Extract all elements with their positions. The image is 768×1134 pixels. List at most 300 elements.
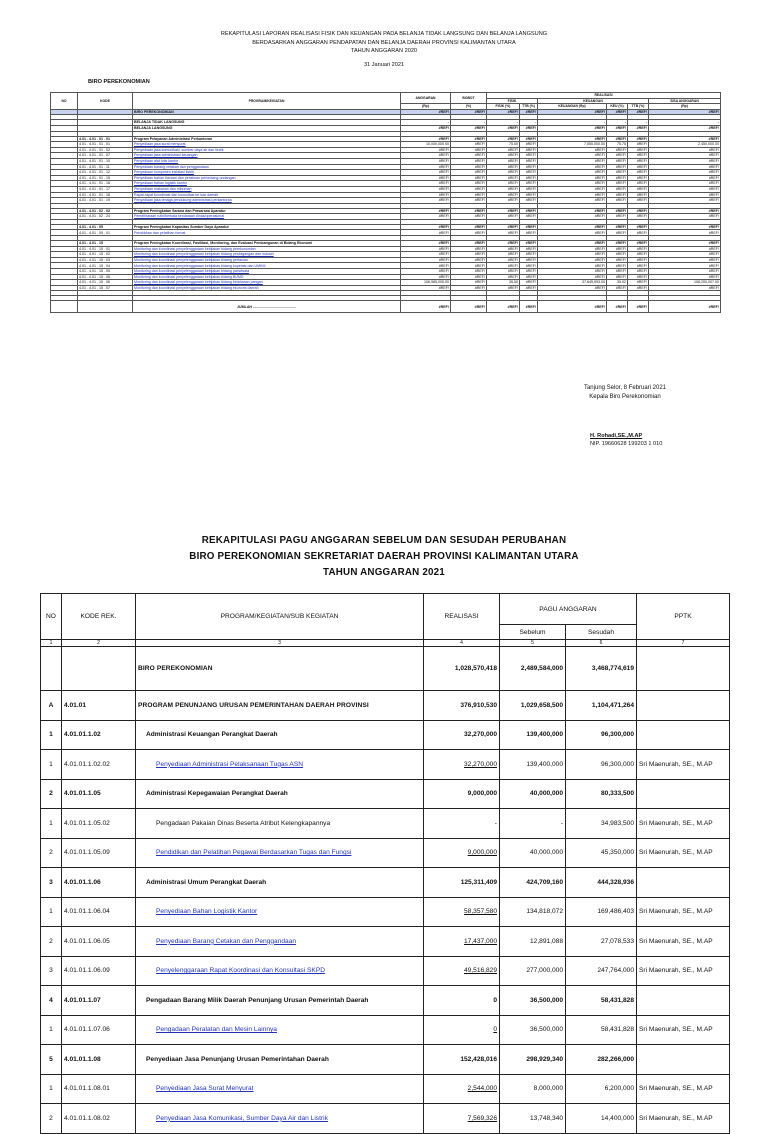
row-no: 2 [41,838,62,868]
row-program: Administrasi Umum Perangkat Daerah [136,868,424,898]
row-kode: 4.01 . 4.01 . 15 . 07 [78,285,133,291]
row-program: Penyediaan bahan logistik kantor [133,181,401,187]
header-sisa: SISA ANGGARAN [649,98,721,104]
row-pptk: Sri Maenurah, SE., M.AP [637,956,730,986]
row-value: #REF! [538,164,607,170]
row-kode: 4.01 . 4.01 . 01 . 01 [78,136,133,142]
row-value: #REF! [607,175,628,181]
row-sebelum: 12,891,088 [500,927,566,957]
row-value: #REF! [487,147,520,153]
row-value: #REF! [487,125,520,131]
row-value: #REF! [649,153,721,159]
row-value: #REF! [628,246,649,252]
row-value: #REF! [628,164,649,170]
row-value: #REF! [401,246,451,252]
row-program: Monitoring dan koordinasi penyelenggaraan kebijakan bidang BUMD [133,274,401,280]
row-pptk: Sri Maenurah, SE., M.AP [637,1015,730,1045]
row-program: Monitoring dan koordinasi penyelenggaraan kebijakan bidang perekonomian [133,246,401,252]
row-value: #REF! [487,274,520,280]
row-value: #REF! [649,198,721,204]
header-pagu: PAGU ANGGARAN [500,594,637,625]
row-kode [62,647,136,691]
row-value: #REF! [628,147,649,153]
row-pptk [637,691,730,721]
row-value: #REF! [649,214,721,220]
row-value: #REF! [607,147,628,153]
header-keu-pct: KEU (%) [607,104,628,110]
row-kode: 4.01 . 4.01 . 15 . 06 [78,280,133,286]
row-value: #REF! [487,269,520,275]
row-no: 2 [41,927,62,957]
row-program: Program Peningkatan Koordinasi, Fasilitasi, Monitoring, dan Evaluasi Pembangunan di Bidang Ekonomi [133,241,401,247]
row-value: #REF! [520,158,538,164]
row-sebelum: 1,029,658,500 [500,691,566,721]
row-sesudah: 96,300,000 [566,720,637,750]
row-value: #REF! [451,170,487,176]
row-value: #REF! [487,208,520,214]
row-value: #REF! [487,153,520,159]
row-value: #REF! [538,175,607,181]
row-no: 1 [41,720,62,750]
row-program: PROGRAM PENUNJANG URUSAN PEMERINTAHAN DAERAH PROVINSI [136,691,424,721]
row-value: #REF! [538,198,607,204]
row-kode: 4.01.01.1.05.02 [62,809,136,839]
table-row [41,779,730,809]
row-value: #REF! [451,142,487,148]
row-value: #REF! [401,158,451,164]
row-value: #REF! [451,164,487,170]
row-value: #REF! [451,241,487,247]
row-realisasi: 58,357,580 [424,897,500,927]
row-program: Penyediaan makanan dan minuman [133,186,401,192]
row-value: #REF! [520,280,538,286]
row-value: #REF! [607,186,628,192]
row-value: #REF! [451,175,487,181]
row-sebelum: 2,489,584,000 [500,647,566,691]
table-row [41,1015,730,1045]
row-sebelum: 277,000,000 [500,956,566,986]
row-program: Monitoring dan koordinasi penyelenggaraan kebijakan bidang pertanian [133,257,401,263]
row-pptk [637,647,730,691]
row-value: #REF! [520,246,538,252]
row-sebelum: 139,400,000 [500,750,566,780]
row-value: 106,985,000.00 [401,280,451,286]
row-kode: 4.01 . 4.01 . 02 . 24 [78,214,133,220]
row-value: #REF! [401,136,451,142]
row-value: #REF! [607,257,628,263]
row-sebelum: 13,748,340 [500,1104,566,1134]
row-value: #REF! [607,158,628,164]
row-realisasi: 7,569,326 [424,1104,500,1134]
row-pptk [637,1045,730,1075]
row-value: #REF! [538,181,607,187]
report1-table [50,92,721,313]
table-row [41,691,730,721]
row-value: #REF! [451,263,487,269]
row-value: #REF! [607,241,628,247]
row-sesudah: 444,328,936 [566,868,637,898]
row-value: #REF! [538,241,607,247]
report1-total-row [51,301,721,313]
row-value: #REF! [520,263,538,269]
row-value: #REF! [649,241,721,247]
row-pptk: Sri Maenurah, SE., M.AP [637,1104,730,1134]
total-value: #REF! [607,301,628,313]
row-no: A [41,691,62,721]
row-value: #REF! [451,147,487,153]
table-row [41,868,730,898]
row-value: #REF! [607,181,628,187]
row-value: #REF! [451,214,487,220]
row-no: 1 [41,1074,62,1104]
report1-body [51,109,721,301]
row-value: #REF! [649,186,721,192]
row-realisasi: 17,437,000 [424,927,500,957]
row-no: 5 [41,1045,62,1075]
report2-header-row [41,594,730,625]
row-value: #REF! [628,142,649,148]
row-kode: 4.01 . 4.01 . 01 . 10 [78,158,133,164]
row-value: #REF! [628,269,649,275]
row-value: #REF! [649,269,721,275]
row-kode: 4.01.01.1.05 [62,779,136,809]
row-value: #REF! [451,125,487,131]
row-realisasi: 9,000,000 [424,838,500,868]
row-value: #REF! [649,136,721,142]
row-value: #REF! [401,252,451,258]
row-value: #REF! [520,198,538,204]
total-value: #REF! [538,301,607,313]
index-cell: 1 [41,640,62,647]
row-value: #REF! [520,175,538,181]
row-value: #REF! [628,186,649,192]
row-kode: 4.01 . 4.01 . 01 . 12 [78,170,133,176]
row-program: Penyediaan Administrasi Pelaksanaan Tugas ASN [136,750,424,780]
row-value: #REF! [451,192,487,198]
row-no: 3 [41,868,62,898]
row-value: #REF! [520,181,538,187]
row-value: #REF! [538,158,607,164]
row-program: Penyediaan Barang Cetakan dan Penggandaan [136,927,424,957]
row-value: #REF! [451,158,487,164]
total-value: #REF! [451,301,487,313]
row-kode: 4.01 . 4.01 . 01 . 02 [78,147,133,153]
row-value: #REF! [451,224,487,230]
row-pptk: Sri Maenurah, SE., M.AP [637,927,730,957]
row-value: #REF! [487,214,520,220]
total-value: #REF! [628,301,649,313]
row-value: #REF! [628,257,649,263]
row-value: #REF! [607,214,628,220]
row-kode: 4.01 . 4.01 . 05 . 01 [78,230,133,236]
row-realisasi: 376,910,530 [424,691,500,721]
row-sesudah: 14,400,000 [566,1104,637,1134]
index-cell: 7 [637,640,730,647]
row-value: #REF! [520,241,538,247]
row-program: Monitoring dan koordinasi penyelenggaraan kebijakan bidang perdagangan dan industri [133,252,401,258]
row-value: - [607,120,628,126]
row-kode: 4.01 . 4.01 . 01 . 11 [78,164,133,170]
table-row [41,750,730,780]
row-value: #REF! [649,125,721,131]
row-value: #REF! [649,170,721,176]
row-value: #REF! [628,263,649,269]
row-sebelum: 8,000,000 [500,1074,566,1104]
row-sebelum: 40,000,000 [500,838,566,868]
report1-title [0,30,768,69]
row-kode: 4.01 . 4.01 . 02 . 02 [78,208,133,214]
row-value: - [401,120,451,126]
row-value: #REF! [538,136,607,142]
row-sebelum: 298,929,340 [500,1045,566,1075]
row-no [41,647,62,691]
row-kode: 4.01.01.1.06 [62,868,136,898]
row-program: Pendidikan dan pelatihan formal [133,230,401,236]
header-bobot: BOBOT [451,93,487,104]
row-program: Penyediaan jasa komunikasi, sumber daya air dan listrik [133,147,401,153]
row-value: #REF! [628,192,649,198]
report1-title-line: TAHUN ANGGARAN 2020 [350,48,418,55]
row-value: #REF! [607,125,628,131]
row-value: #REF! [451,109,487,115]
row-no: 2 [41,1104,62,1134]
row-kode: 4.01 . 4.01 . 15 . 06 [78,274,133,280]
row-program: Penyediaan Jasa Surat Menyurat [136,1074,424,1104]
row-value: #REF! [520,109,538,115]
row-kode: 4.01.01.1.02 [62,720,136,750]
row-value: #REF! [487,170,520,176]
row-program: Penyediaan alat tulis kantor [133,158,401,164]
row-value: #REF! [401,147,451,153]
row-value: #REF! [628,175,649,181]
header-anggaran-unit: (Rp) [401,104,451,110]
row-program: Monitoring dan koordinasi penyelenggaraan kebijakan bidang ketahanan pangan [133,280,401,286]
row-program: Rapat-rapat koordinasi dan konsultasi ke luar daerah [133,192,401,198]
row-value: #REF! [520,147,538,153]
index-cell: 4 [424,640,500,647]
row-value: #REF! [520,252,538,258]
row-value: #REF! [520,142,538,148]
row-pptk: Sri Maenurah, SE., M.AP [637,1074,730,1104]
row-value: #REF! [538,246,607,252]
row-sebelum: 139,400,000 [500,720,566,750]
row-kode: 4.01.01.1.06.09 [62,956,136,986]
header-sebelum: Sebelum [500,625,566,640]
row-kode: 4.01 . 4.01 . 15 [78,241,133,247]
header-keu-rp: KEUANGAN (Rp) [538,104,607,110]
row-value: #REF! [628,158,649,164]
row-sesudah: 3,468,774,619 [566,647,637,691]
row-sesudah: 247,764,000 [566,956,637,986]
row-program: BELANJA TIDAK LANGSUNG [133,120,401,126]
row-pptk [637,868,730,898]
row-value: #REF! [649,158,721,164]
row-realisasi: 0 [424,1015,500,1045]
row-sesudah: 169,486,403 [566,897,637,927]
row-sebelum: 424,709,160 [500,868,566,898]
row-value: #REF! [451,186,487,192]
table-row [41,647,730,691]
row-value: #REF! [401,285,451,291]
row-sebelum: - [500,809,566,839]
total-label: JUMLAH ........................................... [133,301,401,313]
row-no: 4 [41,986,62,1016]
row-kode: 4.01 . 4.01 . 15 . 02 [78,252,133,258]
row-program: Pengadaan Peralatan dan Mesin Lainnya [136,1015,424,1045]
report2-title-line: BIRO PEREKONOMIAN SEKRETARIAT DAERAH PROVINSI KALIMANTAN UTARA [189,551,579,562]
row-value: #REF! [538,125,607,131]
row-value: #REF! [401,164,451,170]
row-value: #REF! [649,208,721,214]
total-value: #REF! [520,301,538,313]
row-value: #REF! [451,181,487,187]
row-pptk: Sri Maenurah, SE., M.AP [637,897,730,927]
row-value: 108,200,007.00 [649,280,721,286]
row-value: #REF! [649,109,721,115]
header-bobot-unit: (%) [451,104,487,110]
row-value: 10,000,000.00 [401,142,451,148]
row-kode: 4.01.01.1.06.04 [62,897,136,927]
total-value: #REF! [401,301,451,313]
row-value: #REF! [607,269,628,275]
row-value: #REF! [401,269,451,275]
row-program: Penyediaan komponen instalasi listrik [133,170,401,176]
table-row [41,956,730,986]
row-value: #REF! [538,230,607,236]
total-value: #REF! [649,301,721,313]
header-no: NO [41,594,62,640]
row-program: BIRO PEREKONOMIAN [136,647,424,691]
row-realisasi: 49,516,829 [424,956,500,986]
row-value: #REF! [607,153,628,159]
report1-title-line: REKAPITULASI LAPORAN REALISASI FISIK DAN KEUANGAN PADA BELANJA TIDAK LANGSUNG DAN BELANJA LANGSUNG [220,31,548,37]
row-value: #REF! [401,175,451,181]
row-value: #REF! [401,125,451,131]
row-value: #REF! [628,109,649,115]
row-program: Penyediaan jasa administrasi keuangan [133,153,401,159]
header-pptk: PPTK [637,594,730,640]
table-row [41,809,730,839]
row-pptk [637,720,730,750]
row-value: #REF! [628,136,649,142]
row-value: #REF! [649,252,721,258]
row-value: #REF! [520,274,538,280]
header-realisasi: REALISASI [487,93,721,99]
row-value: #REF! [487,158,520,164]
row-value: #REF! [538,274,607,280]
row-value: #REF! [520,164,538,170]
row-value: #REF! [520,230,538,236]
total-empty [51,301,78,313]
report2-title-line: TAHUN ANGGARAN 2021 [323,567,445,578]
row-pptk: Sri Maenurah, SE., M.AP [637,809,730,839]
row-program: Pemeliharaan rutin/berkala kendaraan dinas/operasional [133,214,401,220]
row-value: #REF! [607,246,628,252]
row-value: #REF! [487,198,520,204]
row-value: 75.75 [607,142,628,148]
index-cell: 5 [500,640,566,647]
row-value: #REF! [401,181,451,187]
row-kode: 4.01.01 [62,691,136,721]
table-row [41,1045,730,1075]
row-value: #REF! [401,224,451,230]
row-value: #REF! [451,230,487,236]
row-value: - [451,120,487,126]
row-program: Penyelenggaraan Rapat Koordinasi dan Konsultasi SKPD [136,956,424,986]
row-program: Penyediaan Bahan Logistik Kantor [136,897,424,927]
row-value: #REF! [451,153,487,159]
row-no: 3 [41,956,62,986]
signature-block [560,384,690,402]
row-value: #REF! [538,192,607,198]
row-value: #REF! [607,208,628,214]
index-cell: 6 [566,640,637,647]
row-kode: 4.01.01.1.08.02 [62,1104,136,1134]
row-value: #REF! [451,269,487,275]
row-value: - [538,120,607,126]
row-value: 75.00 [487,142,520,148]
row-value: #REF! [520,186,538,192]
row-value: - [520,120,538,126]
row-value: #REF! [538,170,607,176]
row-value: #REF! [520,285,538,291]
row-value: #REF! [401,192,451,198]
row-kode: 4.01.01.1.06.05 [62,927,136,957]
index-cell: 2 [62,640,136,647]
row-value: #REF! [451,274,487,280]
row-value: #REF! [538,208,607,214]
row-program: Penyediaan Jasa Penunjang Urusan Pemerintahan Daerah [136,1045,424,1075]
row-value: #REF! [649,147,721,153]
row-kode: 4.01 . 4.01 . 01 . 17 [78,186,133,192]
row-kode: 4.01 . 4.01 . 05 [78,224,133,230]
row-kode: 4.01 . 4.01 . 01 . 01 [78,142,133,148]
header-kode-rek: KODE REK. [62,594,136,640]
row-value: #REF! [538,252,607,258]
signature-name: H. Rohadi,SE.,M.AP [590,433,643,439]
row-value: #REF! [538,109,607,115]
header-program: PROGRAM/KEGIATAN [133,93,401,110]
report1-unit: BIRO PEREKONOMIAN [88,79,150,85]
row-value: #REF! [487,192,520,198]
row-value: 37,645,993.00 [538,280,607,286]
report2-body [41,647,730,1134]
row-kode: 4.01 . 4.01 . 15 . 04 [78,263,133,269]
report2-title-line: REKAPITULASI PAGU ANGGARAN SEBELUM DAN SESUDAH PERUBAHAN [201,535,567,546]
row-value: #REF! [628,153,649,159]
row-sesudah: 34,983,500 [566,809,637,839]
row-program: Administrasi Keuangan Perangkat Daerah [136,720,424,750]
row-kode: 4.01.01.1.07 [62,986,136,1016]
row-value: #REF! [628,198,649,204]
header-anggaran: ANGGARAN [401,93,451,104]
row-value: #REF! [401,198,451,204]
row-value: #REF! [628,252,649,258]
row-value: #REF! [538,257,607,263]
header-realisasi: REALISASI [424,594,500,640]
row-value: #REF! [451,280,487,286]
row-kode: 4.01.01.1.05.09 [62,838,136,868]
row-value: #REF! [628,274,649,280]
row-value: #REF! [401,214,451,220]
row-value: #REF! [487,181,520,187]
row-value: #REF! [487,263,520,269]
row-kode: 4.01 . 4.01 . 01 . 07 [78,153,133,159]
row-value: #REF! [487,230,520,236]
row-pptk: Sri Maenurah, SE., M.AP [637,838,730,868]
header-fisik: FISIK [487,98,538,104]
row-program: Pengadaan Barang Milik Daerah Penunjang Urusan Pemerintah Daerah [136,986,424,1016]
